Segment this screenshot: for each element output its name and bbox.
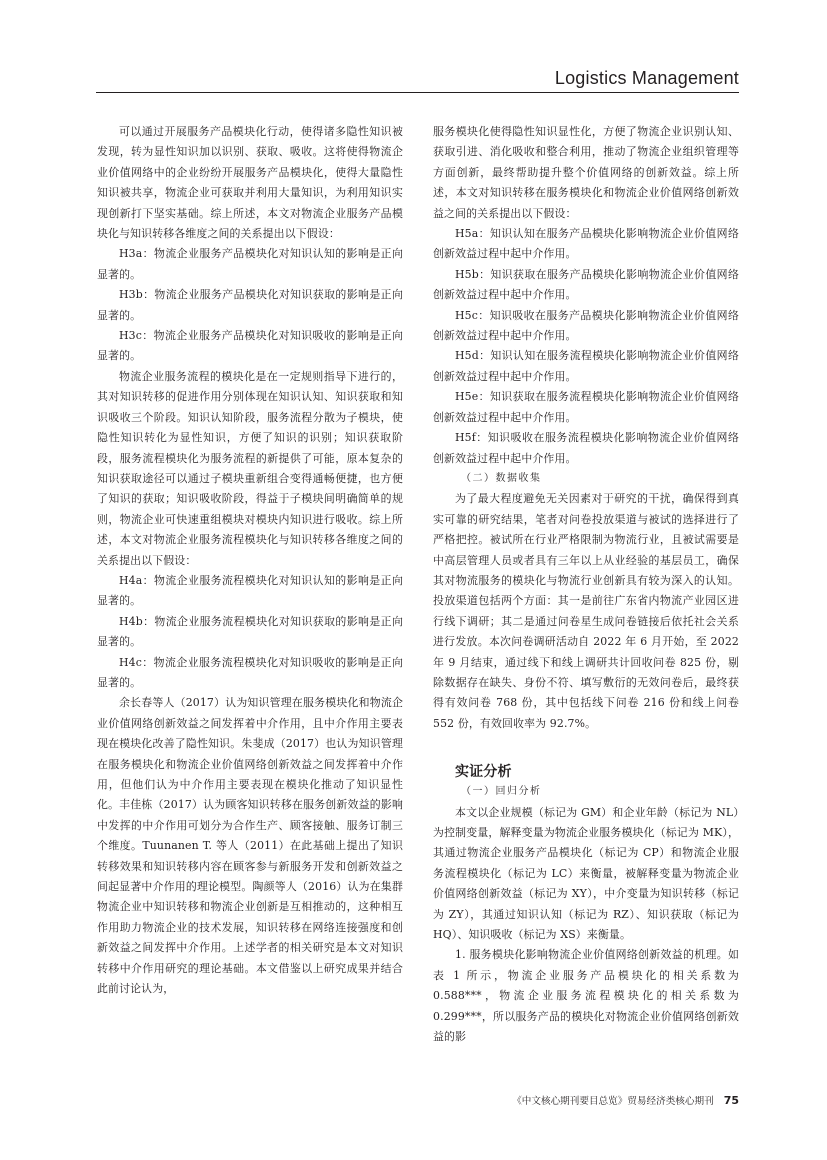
paragraph: 服务模块化使得隐性知识显性化，方便了物流企业识别认知、获取引进、消化吸收和整合利用，推动了物流企业组织管理等方面创新，最终帮助提升整个价值网络的创新效益。综上所述，本文对知识转移在服务模块化和物流企业价值网络创新效益之间的关系提出以下假设： bbox=[433, 125, 739, 220]
hypothesis-h5f: H5f：知识吸收在服务流程模块化影响物流企业价值网络创新效益过程中起中介作用。 bbox=[433, 431, 739, 465]
right-column bbox=[433, 122, 739, 1047]
hypothesis-h4a: H4a：物流企业服务流程模块化对知识认知的影响是正向显著的。 bbox=[97, 573, 403, 608]
paragraph: 可以通过开展服务产品模块化行动，使得诸多隐性知识被发现，转为显性知识加以识别、获取、吸收。这将使得物流企业价值网络中的企业纷纷开展服务产品模块化，使得大量隐性知识被共享，物流企业可获取并利用大量知识，为利用知识实现创新打下坚实基础。综上所述，本文对物流企业服务产品模块化与知识转移各维度之间的关系提出以下假设： bbox=[97, 125, 403, 241]
paragraph: 本文以企业规模（标记为 GM）和企业年龄（标记为 NL）为控制变量，解释变量为物流企业服务模块化（标记为 MK），其通过物流企业服务产品模块化（标记为 CP）和物流企业服务流程模块化（标记为 LC）来衡量，被解释变量为物流企业价值网络创新效益（标记为 XY），中介变量为知识转移（标记为 ZY），其通过知识认知（标记为 RZ）、知识获取（标记为 HQ）、知识吸收（标记为 XS）来衡量。 bbox=[433, 805, 739, 942]
hypothesis-h3a: H3a：物流企业服务产品模块化对知识认知的影响是正向显著的。 bbox=[97, 247, 403, 281]
hypothesis-h5e: H5e：知识获取在服务流程模块化影响物流企业价值网络创新效益过程中起中介作用。 bbox=[433, 390, 739, 424]
hypothesis-h4b: H4b：物流企业服务流程模块化对知识获取的影响是正向显著的。 bbox=[97, 614, 403, 649]
paragraph: 为了最大程度避免无关因素对于研究的干扰，确保得到真实可靠的研究结果，笔者对问卷投放渠道与被试的选择进行了严格把控。被试所在行业严格限制为物流行业，且被试需要是中高层管理人员或者具有三年以上从业经验的基层员工，确保其对物流服务的模块化与物流行业创新具有较为深入的认知。投放渠道包括两个方面：其一是前往广东省内物流产业园区进行线下调研；其二是通过问卷星生成问卷链接后依托社会关系进行发放。本次问卷调研活动自 2022 年 6 月开始，至 2022 年 9 月结束，通过线下和线上调研共计回收问卷 825 份，剔除数据存在缺失、身份不符、填写敷衍的无效问卷后，最终获得有效问卷 768 份，其中包括线下问卷 216 份和线上问卷 552 份，有效回收率为 92.7%。 bbox=[433, 492, 739, 730]
page-footer bbox=[512, 1093, 739, 1107]
section-heading: 实证分析 bbox=[455, 764, 512, 781]
subsection-heading: （二）数据收集 bbox=[461, 472, 542, 484]
paragraph: 物流企业服务流程的模块化是在一定规则指导下进行的，其对知识转移的促进作用分别体现在知识认知、知识获取和知识吸收三个阶段。知识认知阶段，服务流程分散为子模块，使隐性知识转化为显性知识，方便了知识的识别；知识获取阶段，服务流程模块化为服务流程的新提供了可能，原本复杂的知识获取途径可以通过子模块重新组合变得通畅便捷，也方便了知识的获取；知识吸收阶段，得益于子模块间明确简单的规则，物流企业可快速重组模块对模块内知识进行吸收。综上所述，本文对物流企业服务流程模块化与知识转移各维度之间的关系提出以下假设： bbox=[97, 369, 403, 567]
left-column bbox=[97, 122, 403, 999]
header-rule bbox=[96, 92, 739, 93]
hypothesis-h3c: H3c：物流企业服务产品模块化对知识吸收的影响是正向显著的。 bbox=[97, 329, 403, 363]
paragraph: 1. 服务模块化影响物流企业价值网络创新效益的机理。如表 1 所示，物流企业服务产品模块化的相关系数为 0.588***，物流企业服务流程模块化的相关系数为 0.299***，所以服务产品的模块化对物流企业价值网络创新效益的影 bbox=[433, 948, 739, 1044]
subsection-heading: （一）回归分析 bbox=[461, 786, 542, 798]
hypothesis-h5c: H5c：知识吸收在服务产品模块化影响物流企业价值网络创新效益过程中起中介作用。 bbox=[433, 308, 739, 343]
hypothesis-h5b: H5b：知识获取在服务产品模块化影响物流企业价值网络创新效益过程中起中介作用。 bbox=[433, 267, 739, 302]
running-header-title: Logistics Management bbox=[554, 68, 739, 88]
section-gap bbox=[433, 734, 739, 762]
hypothesis-h3b: H3b：物流企业服务产品模块化对知识获取的影响是正向显著的。 bbox=[97, 288, 403, 322]
hypothesis-h4c: H4c：物流企业服务流程模块化对知识吸收的影响是正向显著的。 bbox=[97, 655, 403, 689]
paragraph: 余长春等人（2017）认为知识管理在服务模块化和物流企业价值网络创新效益之间发挥着中介作用，且中介作用主要表现在模块化改善了隐性知识。朱斐成（2017）也认为知识管理在服务模块化和物流企业价值网络创新效益之间发挥着中介作用，但他们认为中介作用主要表现在模块化推动了知识显性化。丰佳栋（2017）认为顾客知识转移在服务创新效益的影响中发挥的中介作用可划分为合作生产、顾客接触、服务订制三个维度。Tuunanen T. 等人（2011）在此基础上提出了知识转移效果和知识转移内容在顾客参与新服务开发和创新效益之间起显著中介作用的理论模型。陶颜等人（2016）认为在集群物流企业中知识转移和物流企业创新是互相推动的，这种相互作用助力物流企业的技术发展，知识转移在网络连接强度和创新效益之间发挥中介作用。上述学者的相关研究是本文对知识转移中介作用研究的理论基础。本文借鉴以上研究成果并结合此前讨论认为， bbox=[97, 696, 403, 996]
hypothesis-h5d: H5d：知识认知在服务流程模块化影响物流企业价值网络创新效益过程中起中介作用。 bbox=[433, 349, 739, 383]
journal-name: 《中文核心期刊要目总览》贸易经济类核心期刊 bbox=[512, 1096, 714, 1107]
hypothesis-h5a: H5a：知识认知在服务产品模块化影响物流企业价值网络创新效益过程中起中介作用。 bbox=[433, 227, 739, 261]
page-number: 75 bbox=[723, 1094, 739, 1107]
